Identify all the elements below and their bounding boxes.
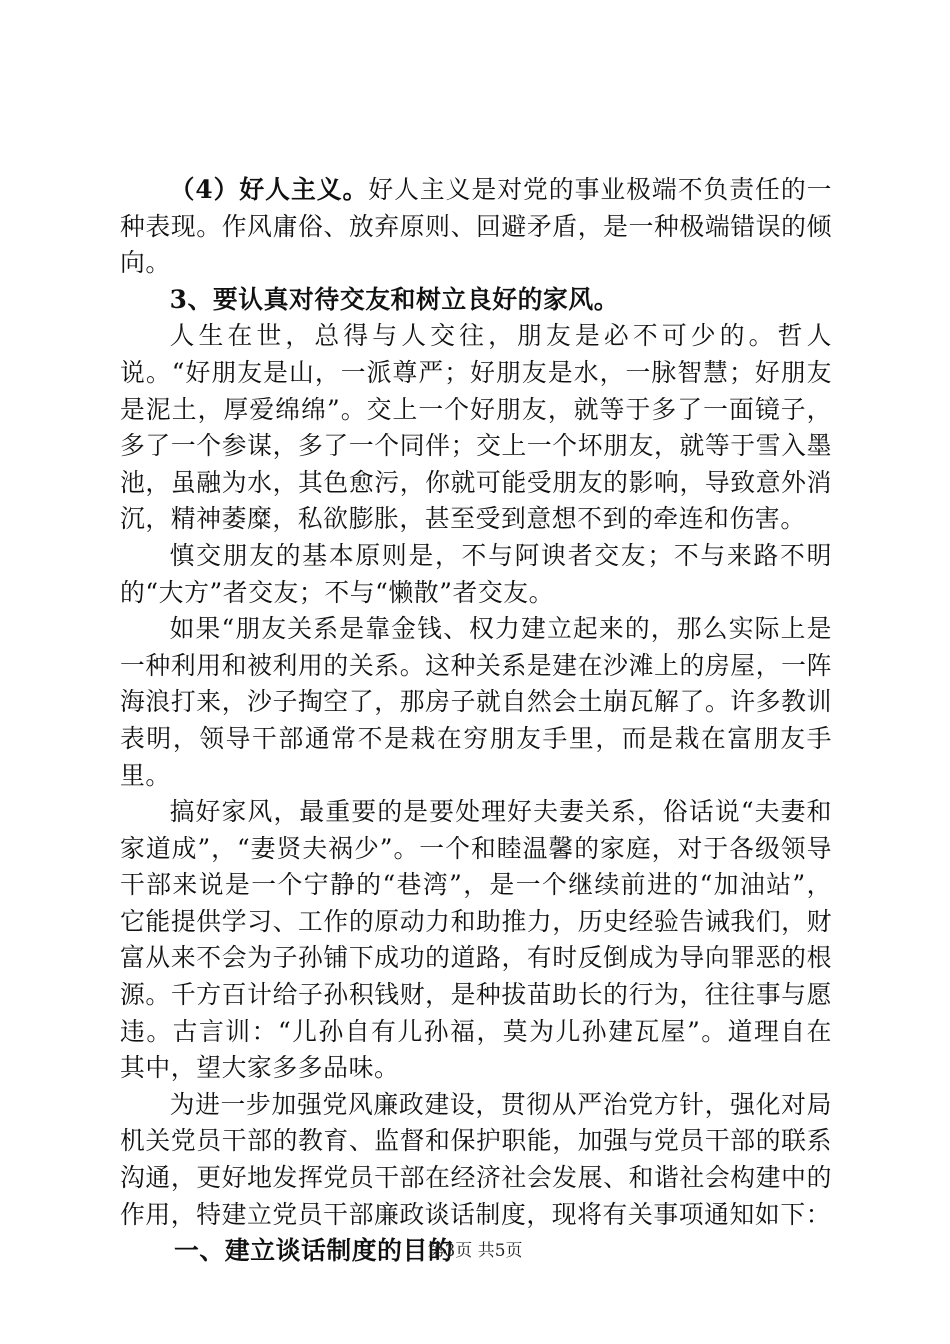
item-4-paragraph (120, 172, 832, 282)
paragraph-friends-intro: 人生在世，总得与人交往，朋友是必不可少的。哲人说。“好朋友是山，一派尊严；好朋友是水，一脉智慧；好朋友是泥土，厚爱绵绵”。交上一个好朋友，就等于多了一面镜子，多了一个参谋，多了一个同伴；交上一个坏朋友，就等于雪入墨池，虽融为水，其色愈污，你就可能受朋友的影响，导致意外消沉，精神萎糜，私欲膨胀，甚至受到意想不到的牵连和伤害。 (120, 321, 832, 534)
paragraph-friend-relations: 如果“朋友关系是靠金钱、权力建立起来的，那么实际上是一种利用和被利用的关系。这种关系是建在沙滩上的房屋，一阵海浪打来，沙子掏空了，那房子就自然会土崩瓦解了。许多教训表明，领导干部通常不是栽在穷朋友手里，而是栽在富朋友手里。 (120, 614, 832, 790)
section-1-heading: 一、建立谈话制度的目的 (174, 1236, 454, 1266)
paragraph-friend-principles: 慎交朋友的基本原则是，不与阿谀者交友；不与来路不明的“大方”者交友；不与“懒散”者交友。 (120, 540, 832, 607)
page-number-footer: 第3页 共5页 (427, 1241, 523, 1261)
section-3-heading: 3、要认真对待交友和树立良好的家风。 (169, 284, 620, 314)
item-4-text: 好人主义是对党的事业极端不负责任的一种表现。作风庸俗、放弃原则、回避矛盾，是一种极端错误的倾向。 (120, 175, 832, 278)
item-4-lead: （4）好人主义。 (169, 175, 369, 204)
paragraph-talk-system-intro: 为进一步加强党风廉政建设，贯彻从严治党方针，强化对局机关党员干部的教育、监督和保护职能，加强与党员干部的联系沟通，更好地发挥党员干部在经济社会发展、和谐社会构建中的作用，特建立党员干部廉政谈话制度，现将有关事项通知如下： (120, 1089, 832, 1229)
paragraph-family-style: 搞好家风，最重要的是要处理好夫妻关系，俗话说“夫妻和家道成”，“妻贤夫祸少”。一个和睦温馨的家庭，对于各级领导干部来说是一个宁静的“巷湾”，是一个继续前进的“加油站”，它能提供学习、工作的原动力和助推力，历史经验告诫我们，财富从来不会为子孙铺下成功的道路，有时反倒成为导向罪恶的根源。千方百计给子孙积钱财，是种拔苗助长的行为，往往事与愿违。古言训：“儿孙自有儿孙福，莫为儿孙建瓦屋”。道理自在其中，望大家多多品味。 (120, 797, 832, 1083)
document-body (120, 172, 832, 1270)
